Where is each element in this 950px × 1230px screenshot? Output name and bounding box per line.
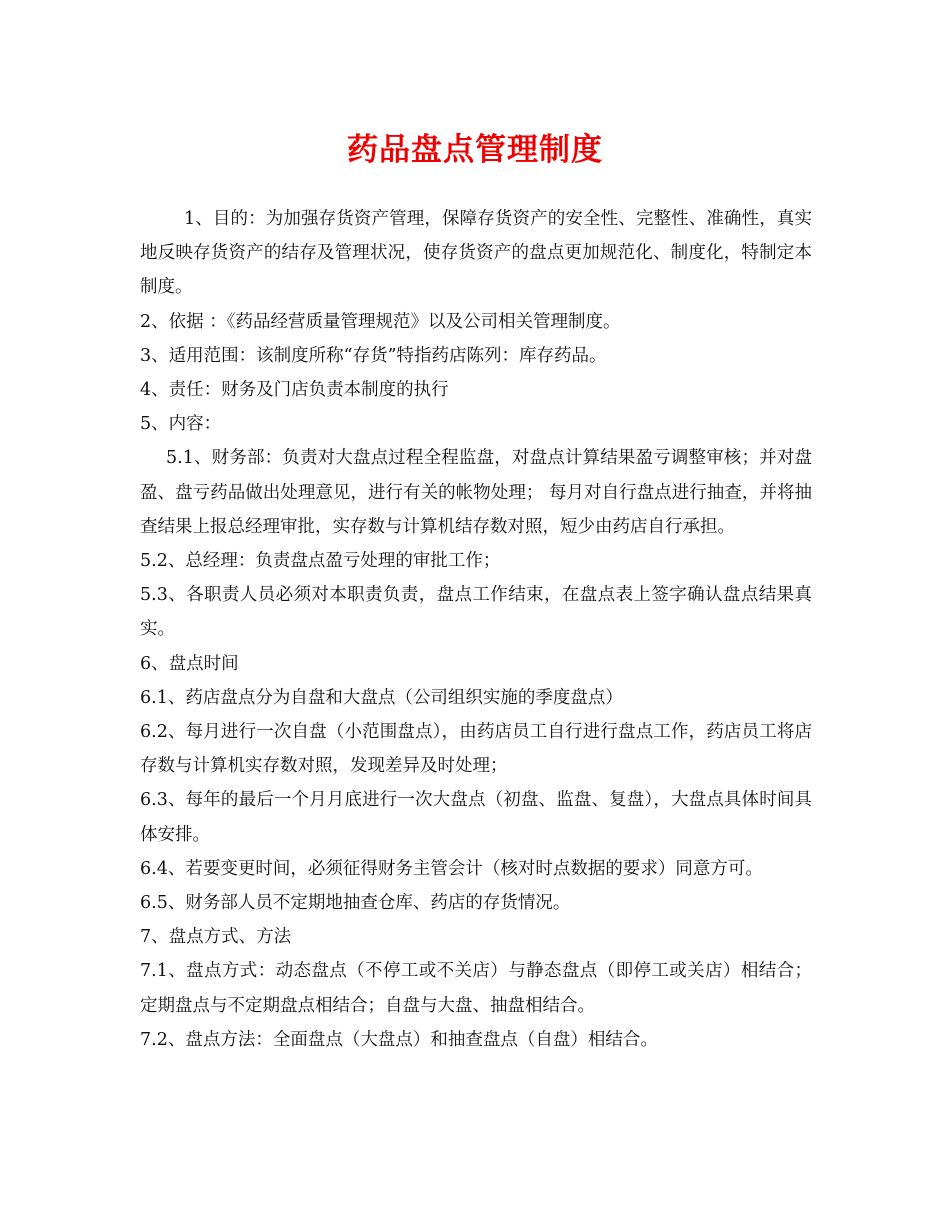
paragraph-5-1: 5.1、财务部：负责对大盘点过程全程监盘，对盘点计算结果盈亏调整审核；并对盘盈、盘亏药品做出处理意见，进行有关的帐物处理； 每月对自行盘点进行抽查，并将抽查结果上报总经理审批，实存数与计算机结存数对照，短少由药店自行承担。 [140, 448, 812, 537]
paragraph-7-1: 7.1、盘点方式：动态盘点（不停工或不关店）与静态盘点（即停工或关店）相结合；定期盘点与不定期盘点相结合；自盘与大盘、抽盘相结合。 [140, 961, 812, 1016]
paragraph-responsibility: 4、责任：财务及门店负责本制度的执行 [140, 380, 449, 401]
document-title: 药品盘点管理制度 [347, 132, 603, 168]
paragraph-time-heading: 6、盘点时间 [140, 653, 239, 674]
paragraph-7-2: 7.2、盘点方法：全面盘点（大盘点）和抽查盘点（自盘）相结合。 [140, 1029, 658, 1050]
paragraph-6-5: 6.5、财务部人员不定期地抽查仓库、药店的存货情况。 [140, 893, 571, 914]
paragraph-purpose: 1、目的：为加强存货资产管理，保障存货资产的安全性、完整性、准确性，真实地反映存货资产的结存及管理状况，使存货资产的盘点更加规范化、制度化，特制定本制度。 [140, 209, 812, 298]
paragraph-5-2: 5.2、总经理：负责盘点盈亏处理的审批工作； [140, 551, 501, 572]
paragraph-method-heading: 7、盘点方式、方法 [140, 927, 292, 948]
document-body [140, 202, 812, 1057]
paragraph-content-heading: 5、内容： [140, 414, 222, 435]
paragraph-basis: 2、依据 ：《药品经营质量管理规范》以及公司相关管理制度。 [140, 311, 621, 332]
paragraph-6-4: 6.4、若要变更时间，必须征得财务主管会计（核对时点数据的要求）同意方可。 [140, 858, 763, 879]
paragraph-6-1: 6.1、药店盘点分为自盘和大盘点（公司组织实施的季度盘点） [140, 687, 623, 708]
paragraph-6-3: 6.3、每年的最后一个月月底进行一次大盘点（初盘、监盘、复盘），大盘点具体时间具体安排。 [140, 790, 812, 845]
paragraph-6-2: 6.2、每月进行一次自盘（小范围盘点），由药店员工自行进行盘点工作，药店员工将店存数与计算机实存数对照，发现差异及时处理； [140, 722, 812, 777]
paragraph-scope: 3、适用范围：该制度所称“存货”特指药店陈列：库存药品。 [140, 345, 607, 366]
paragraph-5-3: 5.3、各职责人员必须对本职责负责，盘点工作结束，在盘点表上签字确认盘点结果真实。 [140, 585, 812, 640]
